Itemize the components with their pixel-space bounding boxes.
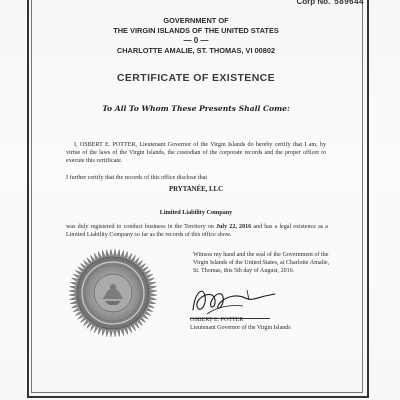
gov-line-1: GOVERNMENT OF [163, 16, 229, 25]
gov-line-2: THE VIRGIN ISLANDS OF THE UNITED STATES [113, 26, 279, 35]
handwritten-signature [185, 280, 280, 318]
corp-value: 589644 [334, 0, 364, 6]
corp-number [297, 0, 364, 6]
entity-type: Limited Liability Company [159, 209, 233, 216]
witness-paragraph: Witness my hand and the seal of the Government of the Virgin Islands of the United States, at Charlotte Amalie, St. Thomas, this 5th day of August, 2016. [193, 252, 330, 274]
certification-paragraph: I, OSBERT E. POTTER, Lieutenant Governor of the Virgin Islands do hereby certify that I am, by virtue of the laws of the Virgin Islands, the custodian of the corporate records and the proper officer to execute this certificate. [66, 142, 326, 164]
officer-title: Lieutenant Governor of the Virgin Islands [190, 324, 291, 331]
gov-line-3: — 0 — [183, 36, 209, 45]
company-name: PRYTANÉE, LLC [168, 186, 224, 193]
gov-line-4: CHARLOTTE AMALIE, ST. THOMAS, VI 00802 [116, 46, 276, 55]
corp-label: Corp No. [296, 0, 331, 6]
certificate-title: CERTIFICATE OF EXISTENCE [116, 72, 276, 84]
registration-paragraph [66, 223, 328, 239]
officer-name: OSBERT E. POTTER [190, 317, 244, 323]
registration-date: July 22, 2016 [215, 224, 252, 230]
salutation: To All To Whom These Presents Shall Come: [102, 104, 290, 113]
registration-text-after: and has a legal existence as a Limited Liability Company so far as the records of this office show. [66, 224, 328, 238]
government-heading [31, 16, 361, 56]
disclosure-paragraph: I further certify that the records of this office disclose that [66, 175, 208, 181]
officer-block [190, 317, 291, 332]
embossed-seal-icon [67, 247, 159, 339]
registration-text-before: was duly registered to conduct business in the Territory on [66, 224, 216, 230]
